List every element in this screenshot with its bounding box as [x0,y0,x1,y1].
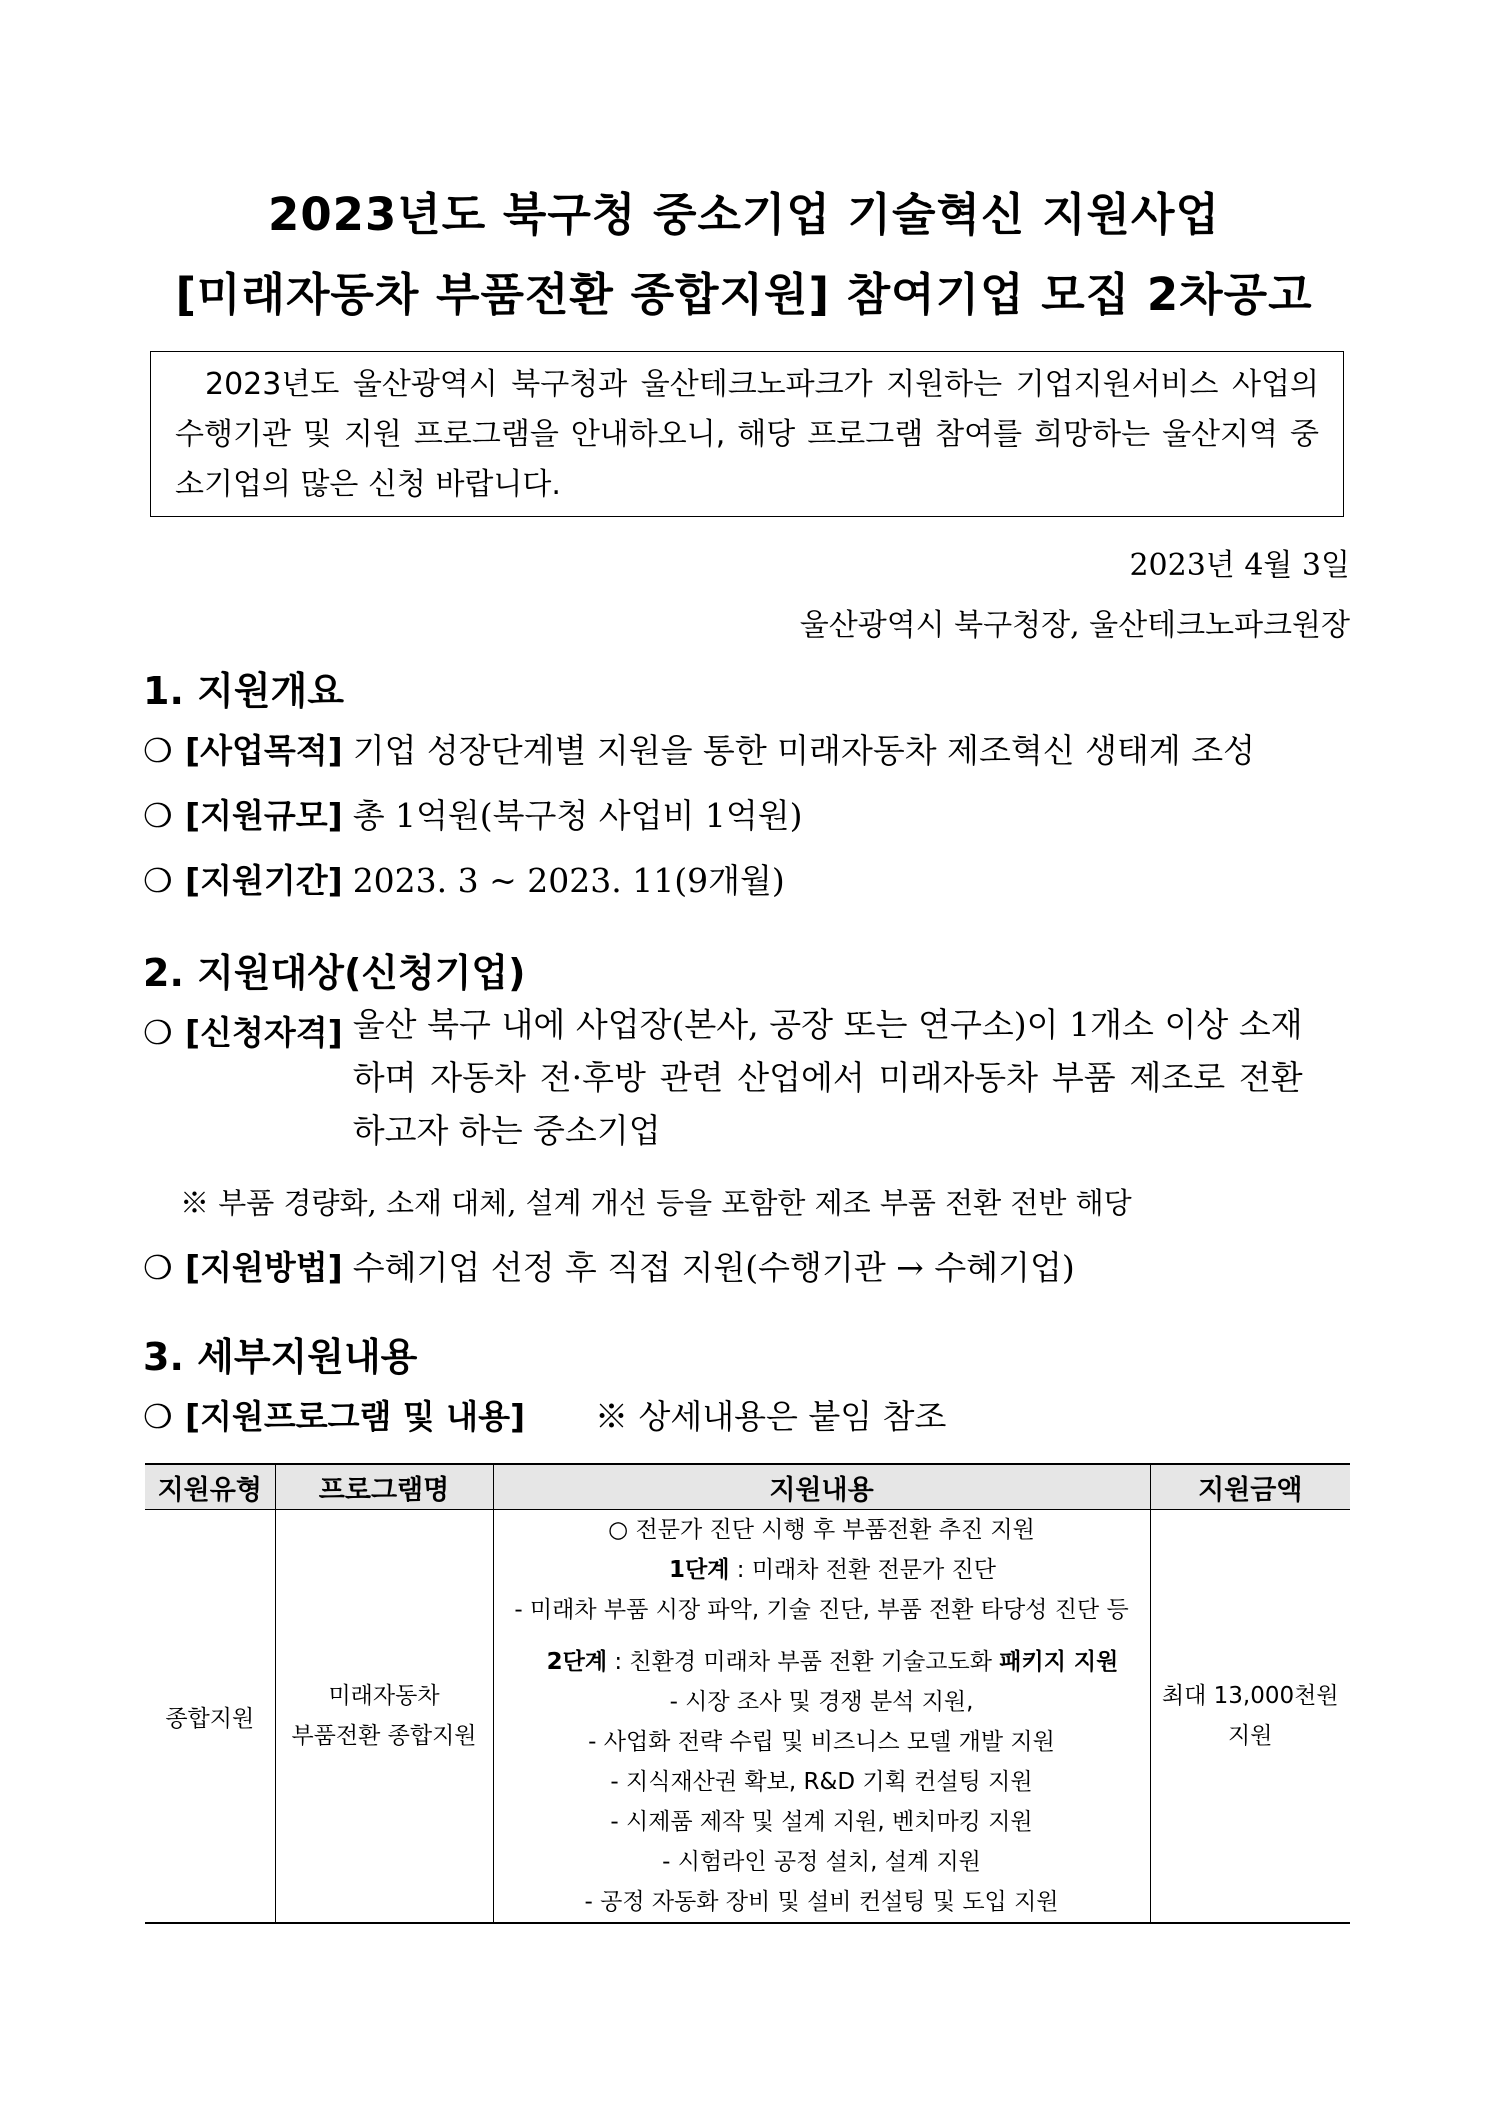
intro-box: 2023년도 울산광역시 북구청과 울산테크노파크가 지원하는 기업지원서비스 사업의 수행기관 및 지원 프로그램을 안내하오니, 해당 프로그램 참여를 희망하는 울산지역 중소기업의 많은 신청 바랍니다. [150,351,1344,517]
item-value: 2023. 3 ~ 2023. 11(9개월) [352,861,785,900]
list-item: - 시제품 제작 및 설계 지원, 벤치마킹 지원 [610,1809,1033,1835]
list-item: - 시장 조사 및 경쟁 분석 지원, [669,1689,974,1715]
table-row [145,1510,1350,1924]
item-key: [지원기간] [185,861,343,900]
list-item: - 지식재산권 확보, R&D 기획 컨설팅 지원 [610,1769,1033,1795]
list-item: - 시험라인 공정 설치, 설계 지원 [662,1849,981,1875]
section-heading-eligibility: 2. 지원대상(신청기업) [143,951,526,995]
bullet-icon: ❍ [143,1397,173,1436]
section-heading-overview: 1. 지원개요 [143,669,344,713]
list-item: - 사업화 전략 수립 및 비즈니스 모델 개발 지원 [588,1729,1055,1755]
bullet-icon: ❍ [143,861,173,900]
stage2-line [494,1642,1150,1682]
eligibility-item-method [143,1242,1075,1289]
item-key: [지원방법] [185,1248,343,1287]
signatory: 울산광역시 북구청장, 울산테크노파크원장 [799,608,1350,643]
amount-line: 지원 [1228,1723,1273,1749]
eligibility-item-qualification [143,1007,1303,1157]
item-value: 총 1억원(북구청 사업비 1억원) [352,796,803,835]
stage2-text: : 친환경 미래차 부품 전환 기술고도화 [614,1649,992,1675]
stage1-line [494,1550,1150,1590]
section-heading-details: 3. 세부지원내용 [143,1335,418,1379]
support-type-cell: 종합지원 [145,1510,275,1924]
overview-item-scale [143,790,803,837]
table-header-cell: 프로그램명 [275,1464,493,1510]
list-item: - 공정 자동화 장비 및 설비 컨설팅 및 도입 지원 [584,1889,1059,1915]
eligibility-note: ※ 부품 경량화, 소재 대체, 설계 개선 등을 포함한 제조 부품 전환 전반 해당 [180,1186,1132,1220]
document-title-line1: 2023년도 북구청 중소기업 기술혁신 지원사업 [268,188,1220,241]
item-key: [지원프로그램 및 내용] [185,1397,526,1436]
stage1-text: : 미래차 전환 전문가 진단 [736,1557,996,1583]
stage2-bold: 패키지 지원 [999,1649,1119,1675]
program-name-line: 부품전환 종합지원 [291,1723,477,1749]
support-amount-cell [1150,1510,1350,1924]
bullet-icon: ❍ [143,796,173,835]
program-name-line: 미래자동차 [328,1683,440,1709]
item-key: [사업목적] [185,731,343,770]
program-name-cell [275,1510,493,1924]
table-header-cell: 지원내용 [493,1464,1150,1510]
item-value: 기업 성장단계별 지원을 통한 미래자동차 제조혁신 생태계 조성 [352,731,1255,770]
support-content-cell [493,1510,1150,1924]
stage1-detail: - 미래차 부품 시장 파악, 기술 진단, 부품 전환 타당성 진단 등 [514,1597,1129,1623]
amount-line: 최대 13,000천원 [1161,1683,1339,1709]
bullet-icon: ❍ [143,731,173,770]
stage1-label: 1단계 [669,1557,730,1583]
table-header-cell: 지원금액 [1150,1464,1350,1510]
overview-item-period [143,855,785,902]
content-intro: ○ 전문가 진단 시행 후 부품전환 추진 지원 [608,1517,1035,1543]
item-key: [신청자격] [185,1013,343,1052]
item-value: 수혜기업 선정 후 직접 지원(수행기관 → 수혜기업) [352,1248,1075,1287]
item-value: ※ 상세내용은 붙임 참조 [595,1397,947,1436]
bullet-icon: ❍ [143,1013,173,1052]
program-table [145,1463,1350,1924]
item-key: [지원규모] [185,796,343,835]
overview-item-purpose [143,725,1255,772]
item-value: 울산 북구 내에 사업장(본사, 공장 또는 연구소)이 1개소 이상 소재하며 자동차 전·후방 관련 산업에서 미래자동차 부품 제조로 전환하고자 하는 중소기업 [352,1005,1303,1150]
details-item-program [143,1391,946,1438]
bullet-icon: ❍ [143,1248,173,1287]
table-header-cell: 지원유형 [145,1464,275,1510]
stage2-label: 2단계 [546,1649,608,1675]
announcement-date: 2023년 4월 3일 [1129,548,1350,583]
document-title-line2: [미래자동차 부품전환 종합지원] 참여기업 모집 2차공고 [175,268,1313,321]
table-header-row [145,1464,1350,1510]
